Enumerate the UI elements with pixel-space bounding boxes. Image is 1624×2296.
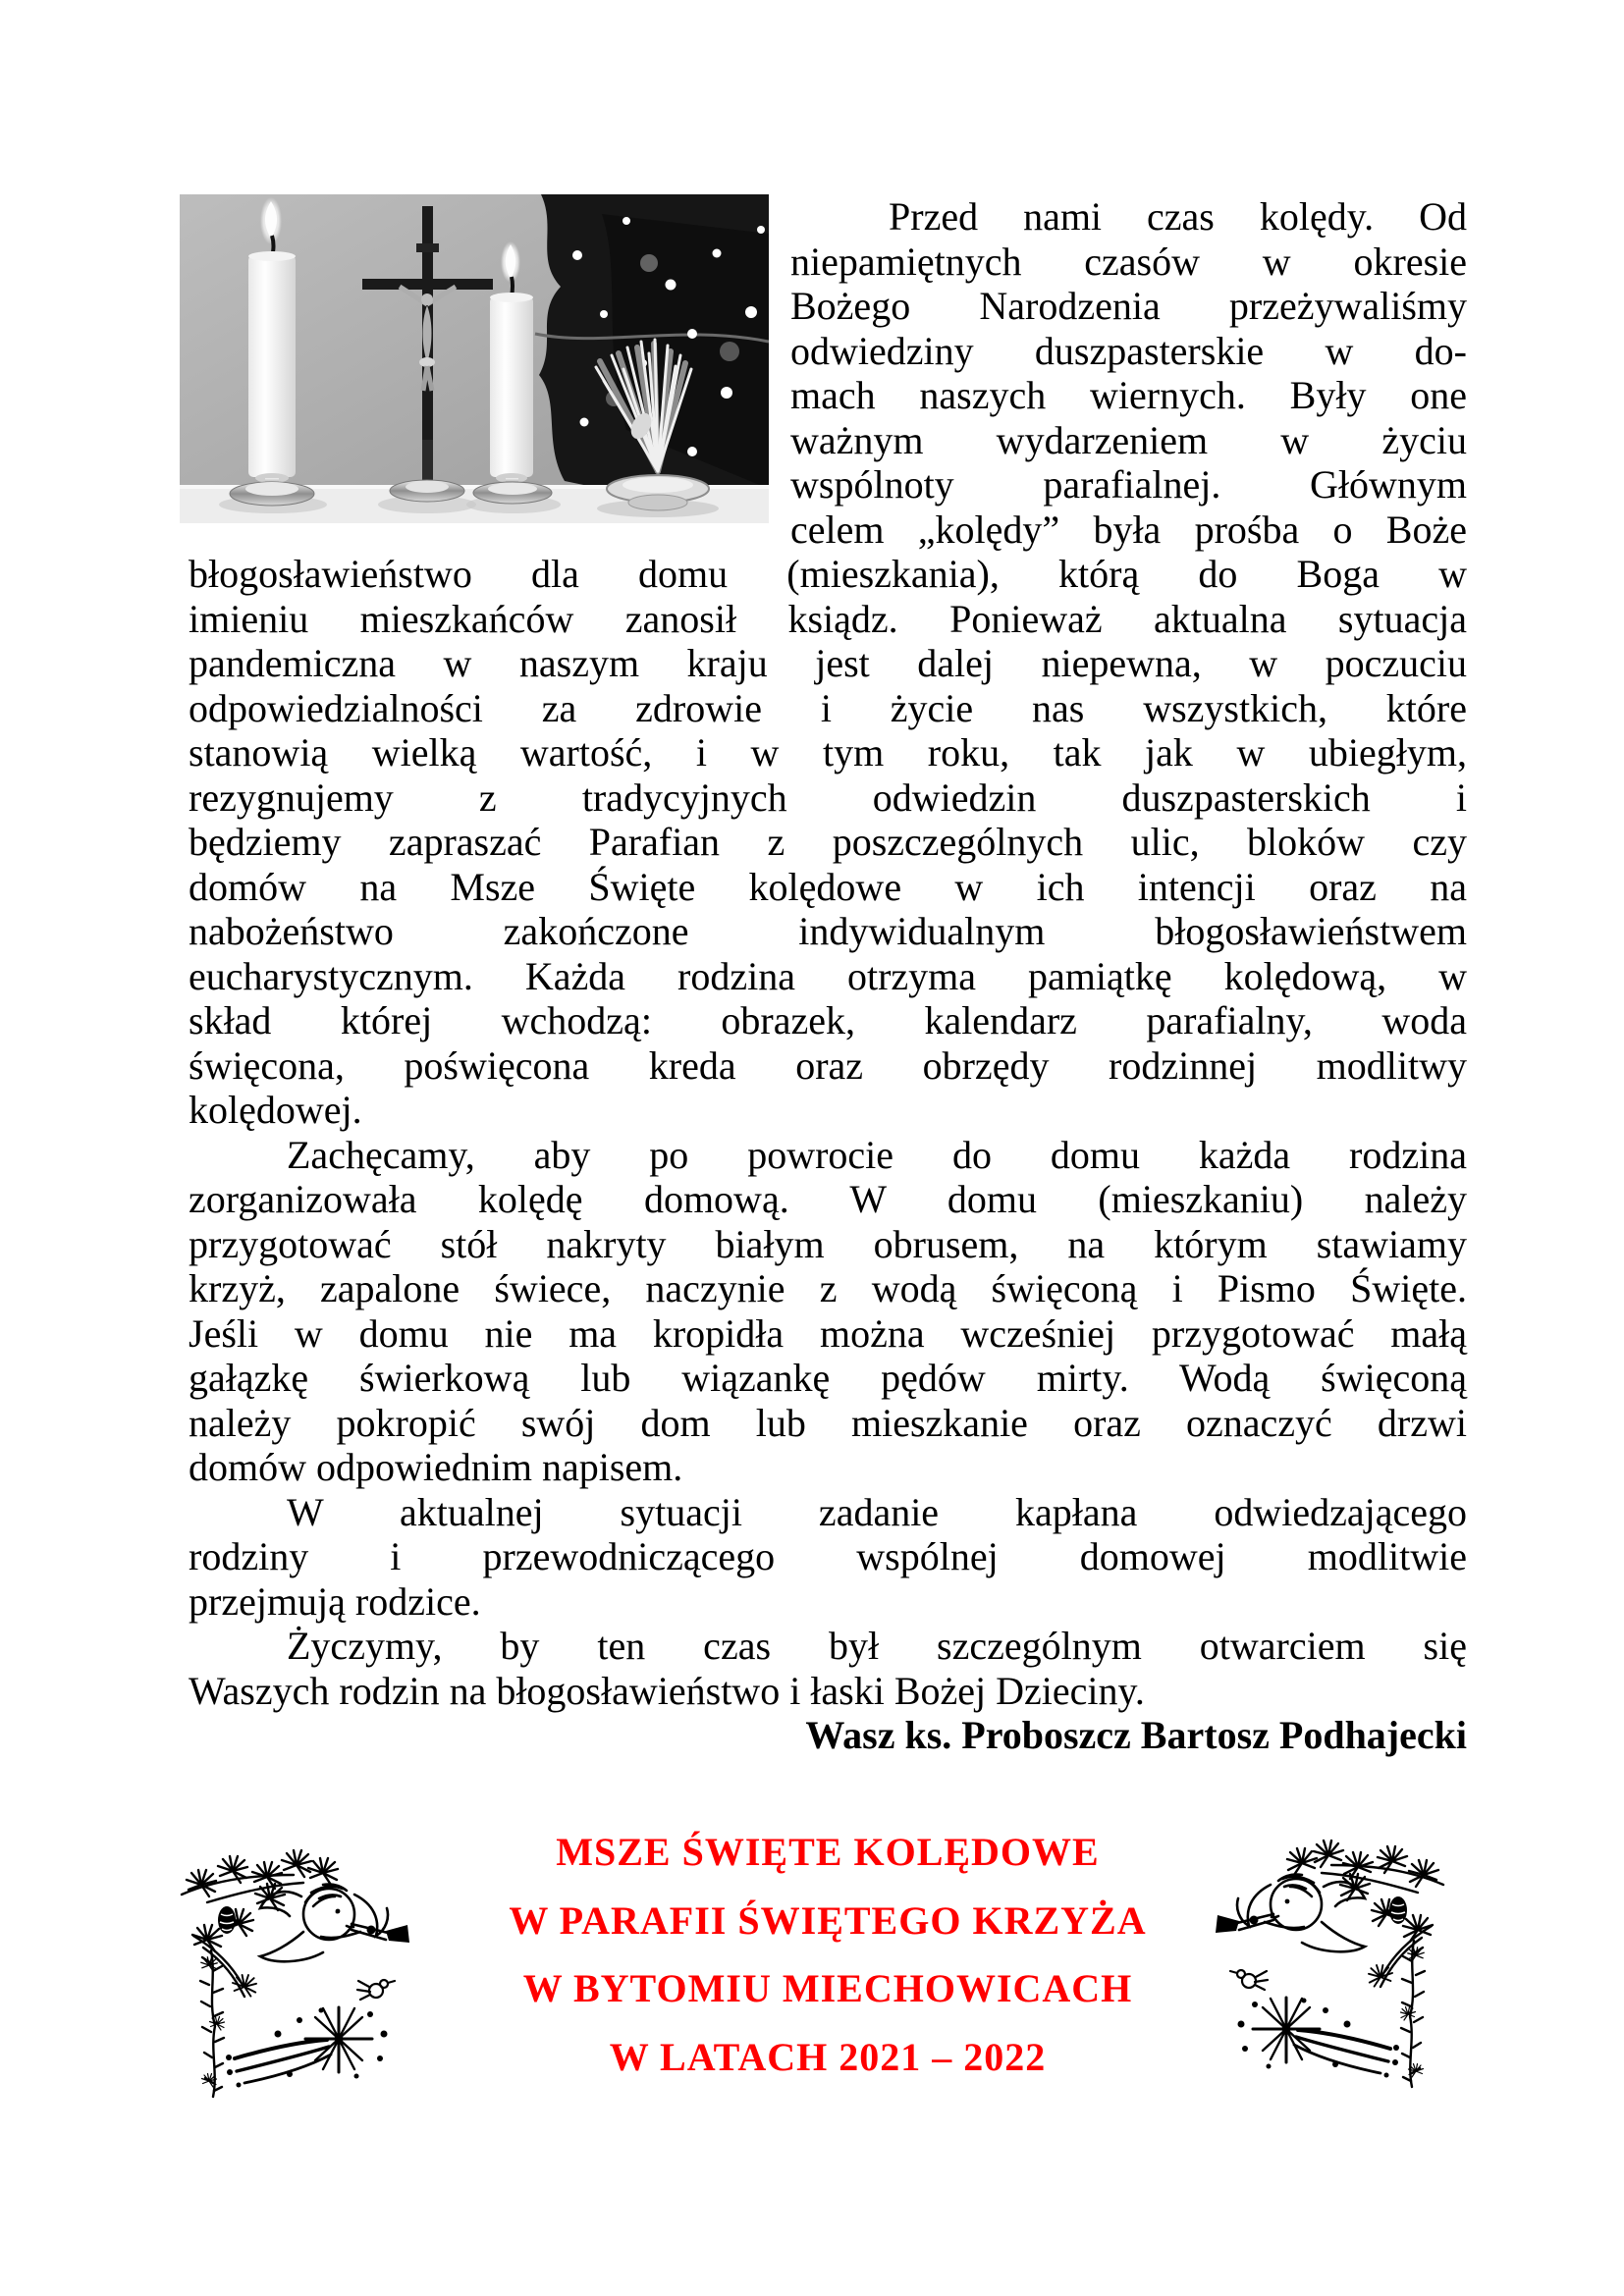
paragraph-1-line: święcona, poświęcona kreda oraz obrzędy rodzinnej modlitwy (189, 1042, 1467, 1088)
paragraph-1-line: wspólnoty parafialnej. Głównym (790, 462, 1467, 507)
paragraph-1-line: imieniu mieszkańców zanosił ksiądz. Ponieważ aktualna sytuacja (189, 596, 1467, 641)
paragraph-1-line: będziemy zapraszać Parafian z poszczególnych ulic, bloków czy (189, 820, 1467, 864)
announcement-line: W LATACH 2021 – 2022 (609, 2034, 1047, 2079)
paragraph-1-line: ważnym wydarzeniem w życiu (790, 417, 1467, 462)
signature-line: Wasz ks. Proboszcz Bartosz Podhajecki (805, 1713, 1467, 1757)
paragraph-3-line: W aktualnej sytuacji zadanie kapłana odwiedzającego (287, 1489, 1467, 1534)
angel-clipart (174, 1838, 419, 2105)
paragraph-1-line: błogosławieństwo dla domu (mieszkania), którą do Boga w (189, 552, 1467, 596)
photo-candles-crucifix-graphic (180, 194, 769, 523)
paragraph-2-line: zorganizowała kolędę domową. W domu (mieszkaniu) należy (189, 1177, 1467, 1221)
angel-ornament-left (174, 1838, 419, 2105)
paragraph-2-line: Jeśli w domu nie ma kropidła można wcześniej przygotować małą (189, 1310, 1467, 1356)
paragraph-4-line: Życzymy, by ten czas był szczególnym otwarciem się (287, 1624, 1467, 1668)
paragraph-1-line: odpowiedzialności za zdrowie i życie nas wszystkich, które (189, 685, 1467, 730)
body-text (189, 194, 1467, 1758)
paragraph-1-line: mach naszych wiernych. Były one (790, 373, 1467, 417)
announcement-line: W BYTOMIU MIECHOWICACH (522, 1966, 1133, 2010)
announcement-line: MSZE ŚWIĘTE KOLĘDOWE (556, 1830, 1100, 1874)
paragraph-1-line: rezygnujemy z tradycyjnych odwiedzin duszpasterskich i (189, 774, 1467, 820)
paragraph-1-line: pandemiczna w naszym kraju jest dalej niepewna, w poczuciu (189, 641, 1467, 685)
paragraph-1-line: odwiedziny duszpasterskie w do- (790, 328, 1467, 373)
paragraph-2-line: Zachęcamy, aby po powrocie do domu każda rodzina (287, 1132, 1467, 1177)
paragraph-1-line: Bożego Narodzenia przeżywaliśmy (790, 284, 1467, 328)
paragraph-1-line: eucharystycznym. Każda rodzina otrzyma pamiątkę kolędową, w (189, 953, 1467, 998)
paragraph-1-line: niepamiętnych czasów w okresie (790, 239, 1467, 284)
paragraph-2-line: domów odpowiednim napisem. (189, 1445, 683, 1489)
paragraph-4-line: Waszych rodzin na błogosławieństwo i łaski Bożej Dzieciny. (189, 1668, 1145, 1713)
paragraph-1-line: nabożeństwo zakończone indywidualnym błogosławieństwem (189, 909, 1467, 953)
paragraph-1-line: kolędowej. (189, 1088, 362, 1132)
paragraph-2-line: krzyż, zapalone świece, naczynie z wodą święconą i Pismo Święte. (189, 1266, 1467, 1310)
paragraph-3-line: przejmują rodzice. (189, 1578, 481, 1624)
paragraph-2-line: gałązkę świerkową lub wiązankę pędów mirty. Wodą święconą (189, 1356, 1467, 1400)
paragraph-1-line: Przed nami czas kolędy. Od (889, 194, 1467, 239)
angel-clipart (1206, 1828, 1451, 2095)
paragraph-3-line: rodziny i przewodniczącego wspólnej domowej modlitwie (189, 1534, 1467, 1578)
paragraph-2-line: należy pokropić swój dom lub mieszkanie oraz oznaczyć drzwi (189, 1400, 1467, 1445)
photo-candles-crucifix (180, 194, 769, 523)
paragraph-1-line: stanowią wielką wartość, i w tym roku, tak jak w ubiegłym, (189, 730, 1467, 774)
paragraph-1-line: skład której wchodzą: obrazek, kalendarz parafialny, woda (189, 998, 1467, 1042)
paragraph-1-line: celem „kolędy” była prośba o Boże (790, 507, 1467, 552)
angel-ornament-right (1206, 1828, 1451, 2095)
paragraph-2-line: przygotować stół nakryty białym obrusem, na którym stawiamy (189, 1221, 1467, 1266)
paragraph-1-line: domów na Msze Święte kolędowe w ich intencji oraz na (189, 864, 1467, 909)
announcement-line: W PARAFII ŚWIĘTEGO KRZYŻA (509, 1897, 1147, 1943)
